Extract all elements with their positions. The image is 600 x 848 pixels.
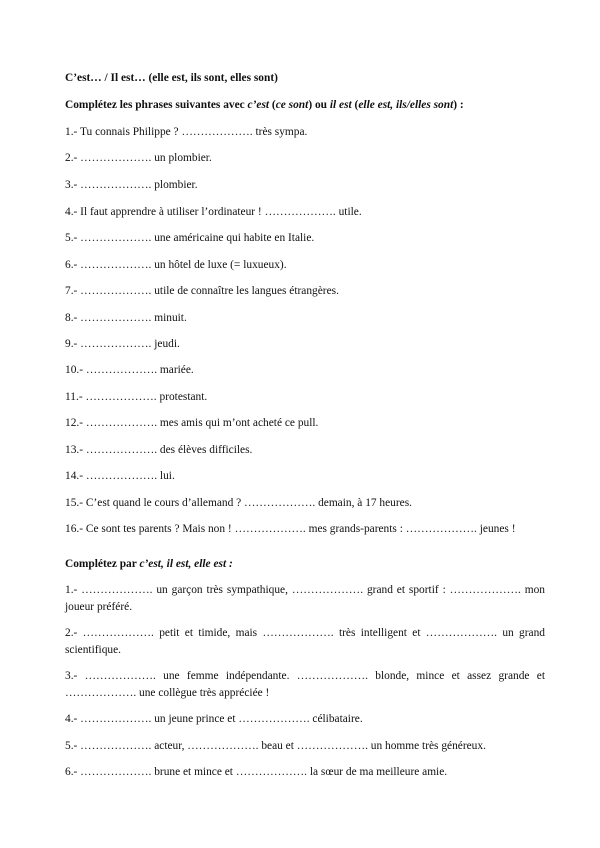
- exercise1-item: 16.- Ce sont tes parents ? Mais non ! ………………. mes grands-parents : ………………. jeunes !: [65, 523, 516, 535]
- exercise1-item: 14.- ………………. lui.: [65, 470, 175, 482]
- exercise1-item: 12.- ………………. mes amis qui m’ont acheté ce pull.: [65, 417, 319, 429]
- exercise1-item: 11.- ………………. protestant.: [65, 391, 208, 403]
- exercise1-item: 2.- ………………. un plombier.: [65, 152, 212, 164]
- exercise1-item: 15.- C’est quand le cours d’allemand ? ………………. demain, à 17 heures.: [65, 497, 413, 509]
- exercise1-item: 5.- ………………. une américaine qui habite en Italie.: [65, 232, 315, 244]
- exercise2-item: 5.- ………………. acteur, ………………. beau et ………………. un homme très généreux.: [65, 740, 486, 752]
- section1-heading-em: c’est: [247, 99, 270, 111]
- section1-heading-em: ce sont: [275, 99, 309, 111]
- exercise2-item: 1.- ………………. un garçon très sympathique, ………………. grand et sportif : ………………. mon joueur préféré.: [65, 584, 545, 613]
- exercise1-item: 1.- Tu connais Philippe ? ………………. très sympa.: [65, 126, 308, 138]
- section1-heading-text: ) ou: [308, 99, 330, 111]
- section2-heading: [65, 557, 233, 571]
- section1-heading-text: (: [351, 99, 359, 111]
- exercise1-item: 6.- ………………. un hôtel de luxe (= luxueux).: [65, 259, 287, 271]
- exercise1-item: 13.- ………………. des élèves difficiles.: [65, 444, 253, 456]
- exercise1-item: 9.- ………………. jeudi.: [65, 338, 180, 350]
- exercise1-item: 4.- Il faut apprendre à utiliser l’ordinateur ! ………………. utile.: [65, 206, 362, 218]
- section1-heading: [65, 98, 464, 112]
- section1-heading-text: Complétez les phrases suivantes avec: [65, 99, 248, 111]
- section2-heading-text: Complétez par: [65, 558, 140, 570]
- exercise1-item: 10.- ………………. mariée.: [65, 364, 194, 376]
- section1-heading-text: ) :: [453, 99, 464, 111]
- section2-heading-em: c’est, il est, elle est :: [139, 558, 233, 570]
- section1-heading-em: il est: [329, 99, 352, 111]
- exercise2-item: 2.- ………………. petit et timide, mais ………………. très intelligent et ………………. un grand scientifique.: [65, 627, 545, 656]
- section1-heading-em: elle est, ils/elles sont: [358, 99, 454, 111]
- exercise2-item: 3.- ………………. une femme indépendante. ………………. blonde, mince et assez grande et ………………. une collègue très appréciée !: [65, 670, 545, 699]
- exercise1-item: 8.- ………………. minuit.: [65, 312, 187, 324]
- section1-heading-text: (: [269, 99, 276, 111]
- exercise2-item: 4.- ………………. un jeune prince et ………………. célibataire.: [65, 713, 363, 725]
- exercise2-item: 6.- ………………. brune et mince et ………………. la sœur de ma meilleure amie.: [65, 766, 448, 778]
- exercise1-item: 3.- ………………. plombier.: [65, 179, 198, 191]
- page-title: C’est… / Il est… (elle est, ils sont, elles sont): [65, 72, 278, 84]
- exercise1-item: 7.- ………………. utile de connaître les langues étrangères.: [65, 285, 339, 297]
